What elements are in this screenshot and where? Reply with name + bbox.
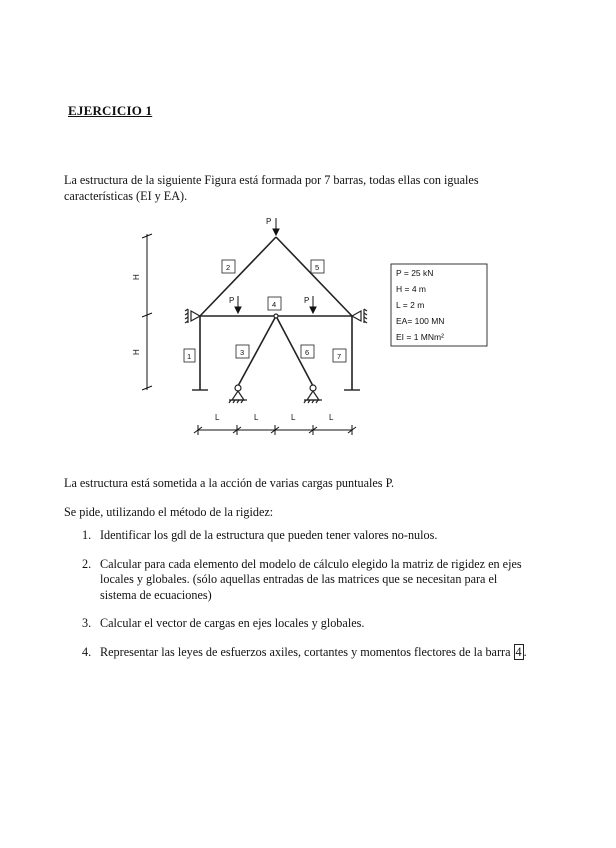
bar-number: 2: [226, 263, 231, 272]
bar-5: [276, 237, 352, 316]
task-text: Representar las leyes de esfuerzos axiles, cortantes y momentos flectores de la barra: [100, 644, 511, 659]
bar-number: 7: [337, 352, 342, 361]
task-text: Calcular para cada elemento del modelo de cálculo elegido la matriz de rigidez en ejes locales y globales. (sólo aquellas entradas de las matrices que se necesitan para el sistema de ecuaciones): [100, 556, 522, 602]
task-item: [64, 616, 534, 632]
task-text: Identificar los gdl de la estructura que pueden tener valores no-nulos.: [100, 528, 438, 542]
hinge-center: [274, 314, 278, 318]
data-p: P = 25 kN: [396, 268, 434, 278]
request-statement: Se pide, utilizando el método de la rigidez:: [64, 505, 274, 519]
side-support-left: [191, 311, 200, 321]
pinned-support-right: [307, 391, 319, 400]
bar-number: 3: [240, 348, 245, 357]
task-text: Calcular el vector de cargas en ejes locales y globales.: [100, 616, 365, 630]
task-item: [64, 528, 534, 544]
load-label: P: [304, 296, 310, 305]
task-number: 2.: [82, 556, 92, 571]
height-label: H: [132, 349, 141, 355]
pinned-support-left: [232, 391, 244, 400]
data-l: L = 2 m: [396, 300, 425, 310]
length-label: L: [215, 413, 220, 422]
task-number: 3.: [82, 616, 92, 630]
intro-paragraph: La estructura de la siguiente Figura está formada por 7 barras, todas ellas con iguales características (EI y EA).: [64, 173, 479, 203]
data-ea: EA= 100 MN: [396, 316, 445, 326]
height-label: H: [132, 274, 141, 280]
length-label: L: [329, 413, 334, 422]
exercise-title: EJERCICIO 1: [68, 103, 153, 118]
task-item: [64, 557, 534, 604]
load-label: P: [266, 217, 272, 226]
bar-number: 1: [187, 352, 192, 361]
load-statement: La estructura está sometida a la acción de varias cargas puntuales P.: [64, 476, 395, 490]
structure-figure: [0, 210, 616, 440]
bar-number: 4: [272, 300, 277, 309]
task-number: 4.: [82, 644, 92, 659]
data-h: H = 4 m: [396, 284, 426, 294]
bar-number: 5: [315, 263, 320, 272]
bar-reference: 4: [515, 644, 522, 659]
task-list: [64, 528, 534, 673]
task-number: 1.: [82, 528, 92, 542]
data-ei: EI = 1 MNm²: [396, 332, 444, 342]
task-item: [64, 645, 534, 661]
load-label: P: [229, 296, 235, 305]
length-label: L: [254, 413, 259, 422]
structure-diagram: [0, 210, 616, 440]
side-support-right: [352, 311, 361, 321]
length-label: L: [291, 413, 296, 422]
task-end: .: [523, 644, 527, 659]
bar-number: 6: [305, 348, 310, 357]
